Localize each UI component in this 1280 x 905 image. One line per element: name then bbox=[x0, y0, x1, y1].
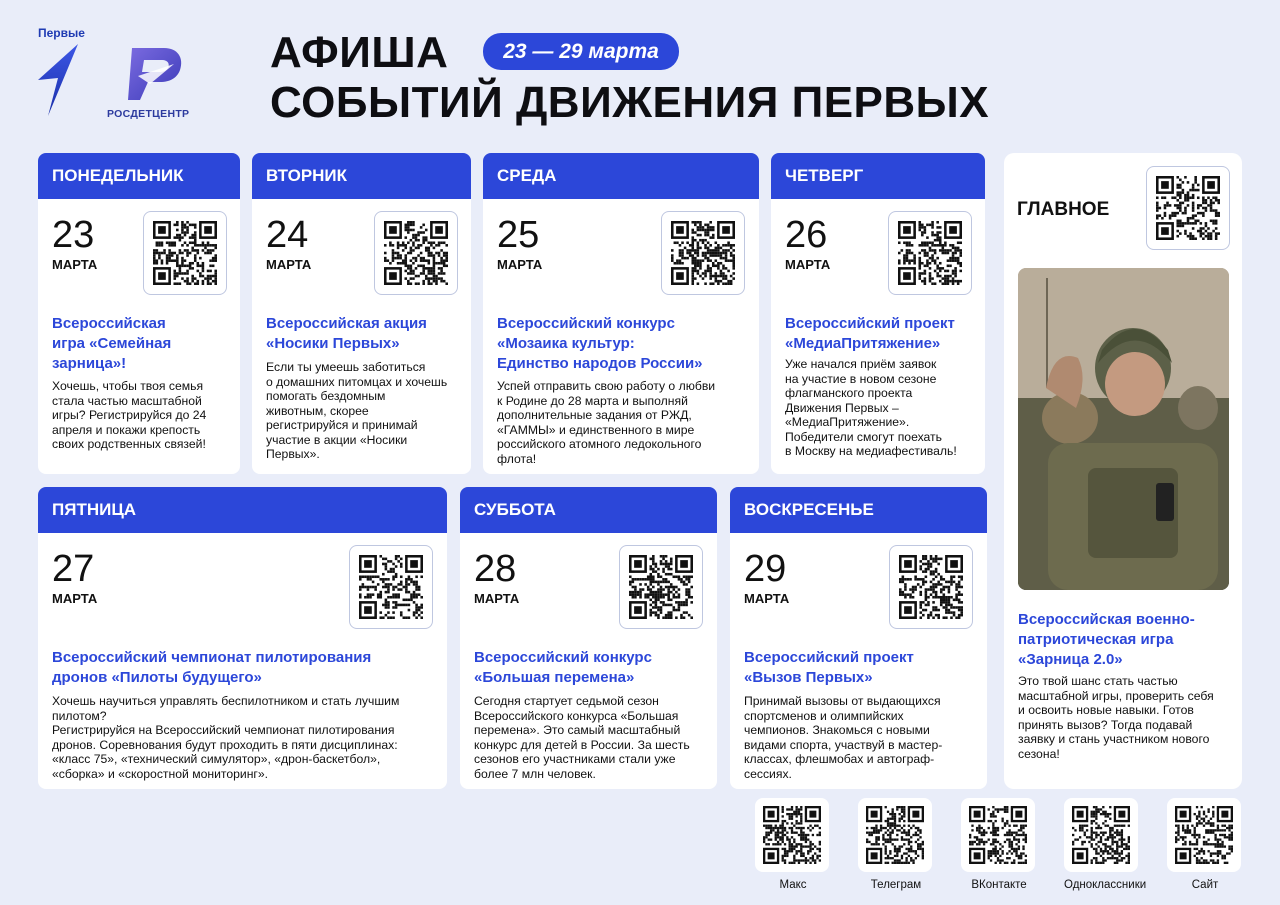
qr-code-icon bbox=[153, 221, 217, 285]
weekday-header: СУББОТА bbox=[460, 487, 717, 533]
day-number: 23 bbox=[52, 214, 95, 256]
event-qr-code[interactable] bbox=[619, 545, 703, 629]
logo-rosdetcentr bbox=[104, 40, 214, 125]
day-card-1 bbox=[38, 153, 240, 474]
qr-code-icon bbox=[1156, 176, 1220, 240]
title-line-2: СОБЫТИЙ ДВИЖЕНИЯ ПЕРВЫХ bbox=[270, 78, 990, 127]
weekday-header: СРЕДА bbox=[483, 153, 759, 199]
main-qr-code[interactable] bbox=[1146, 166, 1230, 250]
event-description: Если ты умеешь заботиться о домашних питомцах и хочешь помогать бездомным животным, скорее регистрируйся и принимай участие в акции «Носики Первых». bbox=[266, 360, 448, 461]
event-description: Хочешь научиться управлять беспилотником и стать лучшим пилотом? Регистрируйся на Всероссийский чемпионат пилотирования дронов. Соревнования будут проходить в пяти дисциплинах: «класс 75», «технический симулятор», «дрон-баскетбол», «сборка» и «скоростной мониторинг». bbox=[52, 694, 400, 781]
social-link-4[interactable] bbox=[1064, 798, 1147, 891]
main-event-description: Это твой шанс стать частью масштабной игры, проверить себя и освоить новые навыки. Готов принять вызов? Тогда подавай заявку и стань участником нового сезона! bbox=[1018, 674, 1214, 761]
qr-code-icon bbox=[671, 221, 735, 285]
event-title[interactable]: Всероссийский проект «МедиаПритяжение» bbox=[785, 315, 955, 352]
social-link-2[interactable] bbox=[858, 798, 934, 891]
logo-pervye-text: Первые bbox=[38, 26, 85, 40]
qr-code-icon bbox=[359, 555, 423, 619]
event-qr-code[interactable] bbox=[143, 211, 227, 295]
social-qr-code[interactable] bbox=[961, 798, 1035, 872]
logo-rosdetcentr-icon bbox=[124, 40, 188, 104]
month-label: МАРТА bbox=[497, 257, 543, 272]
logo-pervye-icon bbox=[38, 44, 82, 116]
main-event-title[interactable]: Всероссийская военно- патриотическая игра «Зарница 2.0» bbox=[1018, 611, 1195, 668]
logo-rosdetcentr-text: РОСДЕТЦЕНТР bbox=[107, 108, 190, 120]
event-description: Успей отправить свою работу о любви к Родине до 28 марта и выполняй дополнительные задания от РЖД, «ГАММЫ» и единственного в мире российского атомного ледокольного флота! bbox=[497, 379, 716, 466]
event-qr-code[interactable] bbox=[349, 545, 433, 629]
day-number: 26 bbox=[785, 214, 828, 256]
event-description: Сегодня стартует седьмой сезон Всероссийского конкурса «Большая перемена». Это самый масштабный конкурс для детей в России. За шесть сезонов его участниками стали уже более 7 млн человек. bbox=[474, 694, 690, 781]
month-label: МАРТА bbox=[52, 591, 98, 606]
weekday-header: ВТОРНИК bbox=[252, 153, 471, 199]
social-qr-code[interactable] bbox=[1064, 798, 1138, 872]
day-number: 25 bbox=[497, 214, 540, 256]
event-title[interactable]: Всероссийская акция «Носики Первых» bbox=[266, 315, 427, 352]
event-title[interactable]: Всероссийский проект «Вызов Первых» bbox=[744, 649, 914, 686]
event-title[interactable]: Всероссийская игра «Семейная зарница»! bbox=[52, 315, 172, 372]
social-link-5[interactable] bbox=[1167, 798, 1243, 891]
title-line-1: АФИША bbox=[270, 28, 449, 77]
month-label: МАРТА bbox=[744, 591, 790, 606]
event-qr-code[interactable] bbox=[889, 545, 973, 629]
day-number: 29 bbox=[744, 548, 787, 590]
qr-code-icon bbox=[969, 806, 1027, 864]
social-qr-code[interactable] bbox=[858, 798, 932, 872]
social-caption: Телеграм bbox=[870, 879, 922, 891]
qr-code-icon bbox=[898, 221, 962, 285]
weekday-header: ВОСКРЕСЕНЬЕ bbox=[730, 487, 987, 533]
event-qr-code[interactable] bbox=[374, 211, 458, 295]
weekday-header: ПОНЕДЕЛЬНИК bbox=[38, 153, 240, 199]
qr-code-icon bbox=[1175, 806, 1233, 864]
weekday-header: ЧЕТВЕРГ bbox=[771, 153, 985, 199]
day-number: 28 bbox=[474, 548, 517, 590]
day-card-2 bbox=[252, 153, 471, 474]
event-description: Хочешь, чтобы твоя семья стала частью масштабной игры? Регистрируйся до 24 апреля и покажи крепость своих родственных связей! bbox=[52, 379, 207, 451]
social-qr-code[interactable] bbox=[1167, 798, 1241, 872]
social-qr-code[interactable] bbox=[755, 798, 829, 872]
month-label: МАРТА bbox=[52, 257, 98, 272]
qr-code-icon bbox=[1072, 806, 1130, 864]
qr-code-icon bbox=[384, 221, 448, 285]
day-card-5 bbox=[38, 487, 447, 789]
main-event-card bbox=[1004, 153, 1242, 789]
event-title[interactable]: Всероссийский конкурс «Большая перемена» bbox=[474, 649, 652, 686]
date-range-badge: 23 — 29 марта bbox=[483, 33, 679, 70]
social-link-1[interactable] bbox=[755, 798, 831, 891]
month-label: МАРТА bbox=[266, 257, 312, 272]
social-link-3[interactable] bbox=[961, 798, 1037, 891]
event-title[interactable]: Всероссийский чемпионат пилотирования дронов «Пилоты будущего» bbox=[52, 649, 372, 686]
social-caption: Макс bbox=[779, 879, 807, 891]
event-title[interactable]: Всероссийский конкурс «Мозаика культур: Единство народов России» bbox=[497, 315, 703, 372]
logo-pervye bbox=[36, 26, 96, 121]
day-card-4 bbox=[771, 153, 985, 474]
event-qr-code[interactable] bbox=[661, 211, 745, 295]
social-caption: Сайт bbox=[1191, 879, 1219, 891]
event-description: Принимай вызовы от выдающихся спортсменов и олимпийских чемпионов. Знакомься с новыми видами спорта, участвуй в мастер- классах, флешмобах и автограф- сессиях. bbox=[744, 694, 943, 781]
qr-code-icon bbox=[763, 806, 821, 864]
qr-code-icon bbox=[866, 806, 924, 864]
qr-code-icon bbox=[629, 555, 693, 619]
main-event-photo bbox=[1018, 268, 1229, 590]
day-card-3 bbox=[483, 153, 759, 474]
day-number: 24 bbox=[266, 214, 309, 256]
day-number: 27 bbox=[52, 548, 95, 590]
social-caption: ВКонтакте bbox=[971, 879, 1027, 891]
month-label: МАРТА bbox=[785, 257, 831, 272]
month-label: МАРТА bbox=[474, 591, 520, 606]
soldier-photo-illustration bbox=[1018, 268, 1229, 590]
event-description: Уже начался приём заявок на участие в новом сезоне флагманского проекта Движения Первых – «МедиаПритяжение». Победители смогут поехать в Москву на медиафестиваль! bbox=[785, 357, 957, 458]
day-card-7 bbox=[730, 487, 987, 789]
weekday-header: ПЯТНИЦА bbox=[38, 487, 447, 533]
event-qr-code[interactable] bbox=[888, 211, 972, 295]
day-card-6 bbox=[460, 487, 717, 789]
main-label: ГЛАВНОЕ bbox=[1017, 199, 1110, 220]
social-caption: Одноклассники bbox=[1064, 879, 1147, 891]
qr-code-icon bbox=[899, 555, 963, 619]
